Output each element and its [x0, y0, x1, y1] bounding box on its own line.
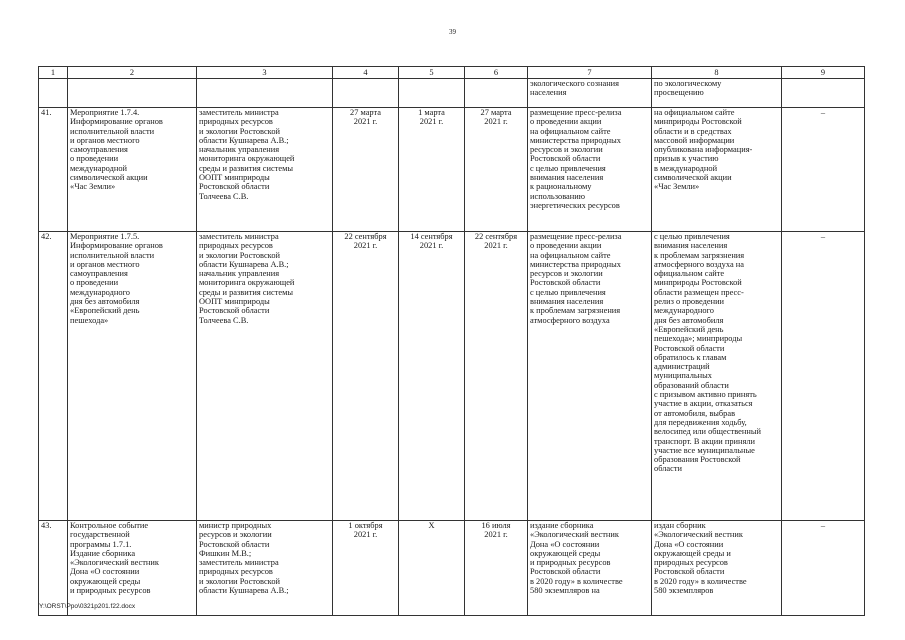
row-number: 42. — [39, 232, 68, 521]
page-number: 39 — [449, 28, 456, 36]
event-cell: Мероприятие 1.7.5. Информирование органов исполнительной власти и органов местного самоуправления о проведении международного дня без автомобиля «Европейский день пешехода» — [68, 232, 197, 521]
column-header: 1 — [39, 67, 68, 79]
column-header: 5 — [399, 67, 465, 79]
actual-result-cell: по экологическому просвещению — [652, 79, 782, 108]
column-header: 3 — [197, 67, 333, 79]
notes-cell: – — [782, 108, 865, 232]
actual-result-cell: на официальном сайте минприроды Ростовской области и в средствах массовой информации опубликована информация- призыв к участию в международной символической акции «Час Земли» — [652, 108, 782, 232]
start-date-cell: 14 сентября 2021 г. — [399, 232, 465, 521]
actual-result-cell: издан сборник «Экологический вестник Дона «О состоянии окружающей среды и природных ресурсов Ростовской области в 2020 году» в количестве 580 экземпляров — [652, 521, 782, 616]
table-row — [39, 108, 865, 232]
responsible-cell: заместитель министра природных ресурсов и экологии Ростовской области Кушнарева А.В.; начальник управления мониторинга окружающей среды и развития системы ООПТ минприроды Ростовской области Толчеева С.В. — [197, 108, 333, 232]
event-cell — [68, 79, 197, 108]
start-date-cell — [399, 79, 465, 108]
end-date-cell: 27 марта 2021 г. — [465, 108, 528, 232]
planned-date-cell: 22 сентября 2021 г. — [333, 232, 399, 521]
end-date-cell: 16 июля 2021 г. — [465, 521, 528, 616]
report-table — [38, 66, 865, 616]
column-header: 7 — [528, 67, 652, 79]
planned-date-cell — [333, 79, 399, 108]
start-date-cell: X — [399, 521, 465, 616]
column-number-row — [39, 67, 865, 79]
row-number: 41. — [39, 108, 68, 232]
row-number — [39, 79, 68, 108]
responsible-cell — [197, 79, 333, 108]
responsible-cell: министр природных ресурсов и экологии Ростовской области Фишкин М.В.; заместитель министра природных ресурсов и экологии Ростовской области Кушнарева А.В.; — [197, 521, 333, 616]
planned-date-cell: 1 октября 2021 г. — [333, 521, 399, 616]
notes-cell: – — [782, 232, 865, 521]
actual-result-cell: с целью привлечения внимания населения к проблемам загрязнения атмосферного воздуха на официальном сайте минприроды Ростовской области размещен пресс- релиз о проведении международного дня без автомобиля «Европейский день пешехода»; минприроды Ростовской области обратилось к главам администраций муниципальных образований области с призывом активно принять участие в акции, отказаться от автомобиля, выбрав для передвижения ходьбу, велосипед или общественный транспорт. В акции приняли участие все муниципальные образования Ростовской области — [652, 232, 782, 521]
column-header: 9 — [782, 67, 865, 79]
responsible-cell: заместитель министра природных ресурсов и экологии Ростовской области Кушнарева А.В.; начальник управления мониторинга окружающей среды и развития системы ООПТ минприроды Ростовской области Толчеева С.В. — [197, 232, 333, 521]
planned-result-cell: размещение пресс-релиза о проведении акции на официальном сайте министерства природных ресурсов и экологии Ростовской области с целью привлечения внимания населения к рациональному использованию энергетических ресурсов — [528, 108, 652, 232]
event-cell: Мероприятие 1.7.4. Информирование органов исполнительной власти и органов местного самоуправления о проведении международной символической акции «Час Земли» — [68, 108, 197, 232]
planned-date-cell: 27 марта 2021 г. — [333, 108, 399, 232]
table-row — [39, 232, 865, 521]
row-number: 43. — [39, 521, 68, 616]
start-date-cell: 1 марта 2021 г. — [399, 108, 465, 232]
file-path-footer: Y:\ORST\Ppo\0321p201.f22.docx — [39, 603, 136, 610]
column-header: 4 — [333, 67, 399, 79]
notes-cell — [782, 79, 865, 108]
event-cell: Контрольное событие государственной программы 1.7.1. Издание сборника «Экологический вестник Дона «О состоянии окружающей среды и природных ресурсов — [68, 521, 197, 616]
table-row — [39, 521, 865, 616]
notes-cell: – — [782, 521, 865, 616]
column-header: 8 — [652, 67, 782, 79]
planned-result-cell: экологического сознания населения — [528, 79, 652, 108]
table-row — [39, 79, 865, 108]
end-date-cell: 22 сентября 2021 г. — [465, 232, 528, 521]
column-header: 2 — [68, 67, 197, 79]
end-date-cell — [465, 79, 528, 108]
planned-result-cell: издание сборника «Экологический вестник Дона «О состоянии окружающей среды и природных ресурсов Ростовской области в 2020 году» в количестве 580 экземпляров на — [528, 521, 652, 616]
column-header: 6 — [465, 67, 528, 79]
planned-result-cell: размещение пресс-релиза о проведении акции на официальном сайте министерства природных ресурсов и экологии Ростовской области с целью привлечения внимания населения к проблемам загрязнения атмосферного воздуха — [528, 232, 652, 521]
